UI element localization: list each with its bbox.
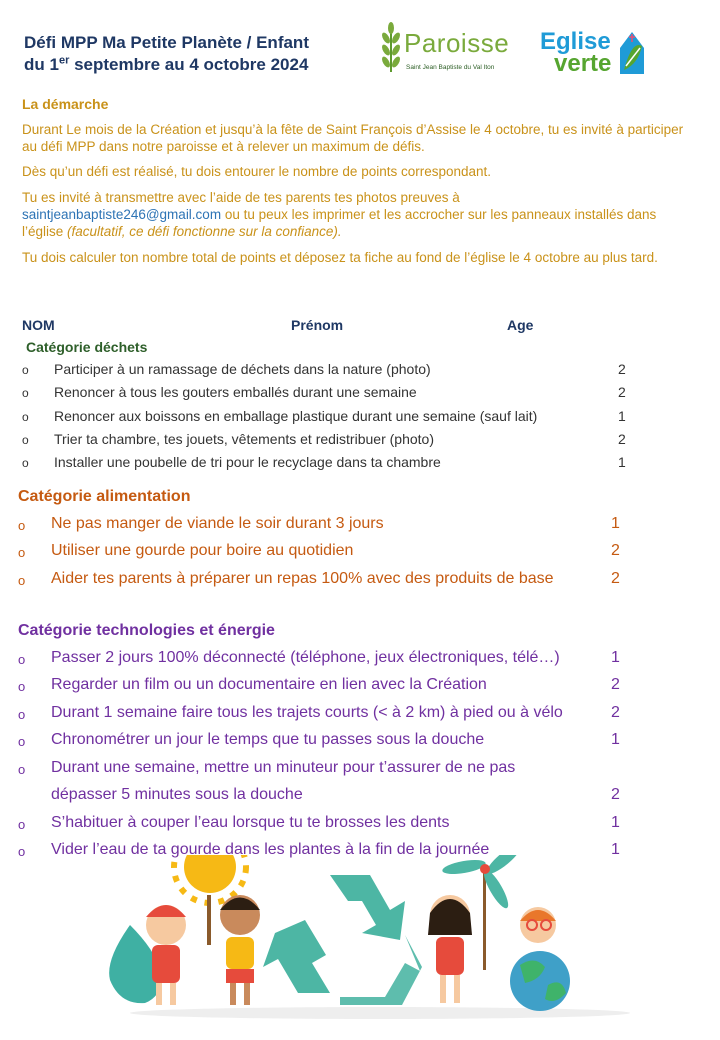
challenge-text: Participer à un ramassage de déchets dans la nature (photo) — [54, 361, 431, 377]
challenge-points[interactable]: 1 — [618, 454, 626, 470]
challenge-text: Vider l’eau de ta gourde dans les plantes à la fin de la journée — [51, 841, 490, 858]
challenge-points[interactable]: 2 — [618, 384, 626, 400]
bullet-icon: o — [22, 433, 29, 447]
contact-email[interactable]: saintjeanbaptiste246@gmail.com — [22, 207, 222, 222]
eglise-logo-word: Eglise — [540, 28, 611, 55]
intro-paragraph-3 — [22, 189, 694, 240]
bullet-icon: o — [22, 363, 29, 377]
challenge-item[interactable] — [22, 361, 632, 383]
age-label: Age — [507, 317, 534, 333]
bullet-icon: o — [18, 652, 26, 667]
bullet-icon: o — [18, 707, 26, 722]
challenge-points[interactable]: 2 — [611, 704, 620, 721]
category-technologies-title: Catégorie technologies et énergie — [18, 622, 275, 639]
challenge-text-continued: dépasser 5 minutes sous la douche — [51, 786, 303, 803]
bullet-icon: o — [18, 844, 26, 859]
bullet-icon: o — [18, 679, 26, 694]
child-icon — [220, 895, 260, 1005]
challenge-text: Regarder un film ou un documentaire en lien avec la Création — [51, 676, 487, 693]
globe-icon — [510, 951, 570, 1011]
challenge-item[interactable] — [22, 384, 632, 406]
challenge-points[interactable]: 2 — [611, 676, 620, 693]
category-dechets-title: Catégorie déchets — [26, 339, 148, 355]
title-date-end: septembre au 4 octobre 2024 — [69, 55, 309, 74]
bullet-icon: o — [18, 762, 26, 777]
challenge-points[interactable]: 2 — [618, 361, 626, 377]
bullet-icon: o — [18, 573, 26, 588]
section-heading-demarche: La démarche — [22, 96, 109, 112]
challenge-text: Aider tes parents à préparer un repas 100% avec des produits de base — [51, 570, 554, 587]
challenge-item[interactable] — [18, 542, 632, 564]
challenge-item[interactable] — [18, 570, 632, 592]
title-superscript: er — [58, 54, 70, 67]
page-title — [24, 32, 309, 76]
challenge-points[interactable]: 1 — [618, 408, 626, 424]
verte-logo-word: verte — [554, 50, 612, 77]
challenge-item[interactable] — [18, 515, 632, 537]
challenge-points[interactable]: 2 — [611, 570, 620, 587]
paroisse-logo — [376, 22, 508, 76]
challenge-text: Chronométrer un jour le temps que tu passes sous la douche — [51, 731, 485, 748]
challenge-points[interactable]: 2 — [611, 542, 620, 559]
intro-paragraph-2: Dès qu’un défi est réalisé, tu dois entourer le nombre de points correspondant. — [22, 164, 492, 179]
challenge-item[interactable] — [22, 454, 632, 476]
challenge-text: S’habituer à couper l’eau lorsque tu te brosses les dents — [51, 814, 450, 831]
child-icon — [428, 895, 472, 1003]
intro-paragraph-4: Tu dois calculer ton nombre total de points et déposez ta fiche au fond de l’église le 4 octobre au plus tard. — [22, 250, 658, 265]
wheat-icon — [378, 22, 404, 74]
challenge-text: Passer 2 jours 100% déconnecté (téléphone, jeux électroniques, télé…) — [51, 649, 560, 666]
bullet-icon: o — [18, 545, 26, 560]
challenge-text: Renoncer à tous les gouters emballés durant une semaine — [54, 384, 417, 400]
eglise-verte-logo — [538, 30, 648, 80]
paroisse-logo-subtitle: Saint Jean Baptiste du Val Iton — [406, 64, 495, 71]
title-line-2 — [24, 54, 309, 76]
challenge-item[interactable] — [18, 731, 632, 753]
challenge-item[interactable] — [18, 814, 632, 836]
intro-p3-text: Tu es invité à transmettre avec l’aide de tes parents tes photos preuves à — [22, 190, 460, 205]
church-leaf-icon — [618, 30, 646, 74]
recycle-icon — [263, 875, 422, 1005]
challenge-points[interactable]: 1 — [611, 731, 620, 748]
challenge-text: Ne pas manger de viande le soir durant 3 jours — [51, 515, 384, 532]
challenge-points[interactable]: 1 — [611, 814, 620, 831]
bullet-icon: o — [18, 518, 26, 533]
challenge-points[interactable]: 1 — [611, 515, 620, 532]
bullet-icon: o — [22, 386, 29, 400]
challenge-text: Utiliser une gourde pour boire au quotidien — [51, 542, 354, 559]
challenge-item[interactable] — [22, 431, 632, 453]
title-line-1: Défi MPP Ma Petite Planète / Enfant — [24, 33, 309, 52]
intro-paragraph-1: Durant Le mois de la Création et jusqu’à la fête de Saint François d’Assise le 4 octobre, tu es invité à participer au défi MPP dans notre paroisse et à relever un maximum de défis. — [22, 122, 684, 154]
bullet-icon: o — [18, 734, 26, 749]
title-date-start: du 1 — [24, 55, 59, 74]
challenge-item[interactable] — [18, 649, 632, 671]
category-alimentation-title: Catégorie alimentation — [18, 488, 191, 505]
bullet-icon: o — [22, 456, 29, 470]
challenge-text: Trier ta chambre, tes jouets, vêtements et redistribuer (photo) — [54, 431, 434, 447]
bullet-icon: o — [22, 410, 29, 424]
intro-p3-italic: (facultatif, ce défi fonctionne sur la confiance). — [67, 224, 342, 239]
challenge-text: Renoncer aux boissons en emballage plastique durant une semaine (sauf lait) — [54, 408, 538, 424]
challenge-text: Durant 1 semaine faire tous les trajets courts (< à 2 km) à pied ou à vélo — [51, 704, 563, 721]
challenge-item[interactable] — [18, 676, 632, 698]
challenge-item[interactable] — [18, 759, 632, 807]
challenge-points[interactable]: 1 — [611, 841, 620, 858]
prenom-label: Prénom — [291, 317, 344, 333]
challenge-item[interactable] — [22, 408, 632, 430]
challenge-text: Durant une semaine, mettre un minuteur pour t’assurer de ne pas — [51, 759, 516, 776]
child-icon — [520, 907, 556, 943]
nom-label: NOM — [22, 317, 55, 333]
intro-p3-middle: ou tu peux les imprimer et les accrocher sur les panneaux installés dans l’église — [22, 207, 657, 239]
bullet-icon: o — [18, 817, 26, 832]
eco-kids-illustration — [100, 855, 660, 1025]
paroisse-logo-word: Paroisse — [404, 28, 510, 58]
challenge-points[interactable]: 2 — [611, 786, 620, 803]
challenge-points[interactable]: 1 — [611, 649, 620, 666]
challenge-item[interactable] — [18, 704, 632, 726]
challenge-points[interactable]: 2 — [618, 431, 626, 447]
challenge-text: Installer une poubelle de tri pour le recyclage dans ta chambre — [54, 454, 441, 470]
